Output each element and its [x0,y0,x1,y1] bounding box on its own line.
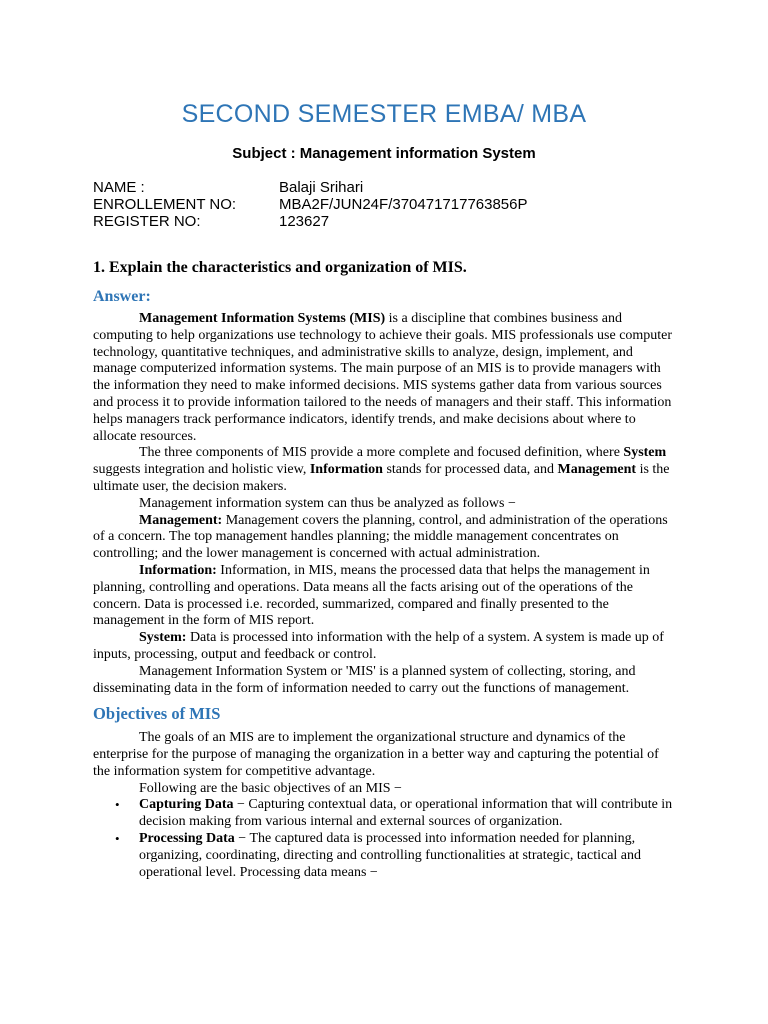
bold-term: System [623,445,667,461]
paragraph-information: Information: Information, in MIS, means the processed data that helps the management in planning, controlling and operations. Data means all the facts arising out of the operations of the concern. Data is processed i.e. recorded, summarized, compared and finally presented to the management in the form of MIS report. [93,562,650,629]
page-title: SECOND SEMESTER EMBA/ MBA [181,100,587,128]
list-item: • Capturing Data − Capturing contextual data, or operational information that will contribute in decision making from various internal and external sources of organization. [115,797,673,830]
objectives-list [93,797,677,881]
enrollment-value: MBA2F/JUN24F/370471717763856P [279,196,528,213]
section-heading: Objectives of MIS [93,704,221,724]
student-info [93,179,528,230]
paragraph-objectives-intro: Following are the basic objectives of an MIS − [139,780,402,796]
bold-term: Management [557,462,637,478]
bold-term: Information [309,462,383,478]
name-value: Balaji Srihari [279,179,364,196]
register-label: REGISTER NO: [93,213,201,230]
paragraph-analysis: Management information system can thus be analyzed as follows − [139,495,516,511]
register-row [93,213,528,230]
paragraph-intro: Management Information Systems (MIS) is a discipline that combines business and computing to help organizations use technology to achieve their goals. MIS professionals use computer technology, quantitative techniques, and administrative skills to analyze, design, implement, and manage computerized information systems. The main purpose of an MIS is to provide managers with the information they need to make informed decisions. MIS systems gather data from various sources and process it to provide information tailored to the needs of managers and their staff. This information helps managers track performance indicators, identify trends, and make decisions about where to allocate resources. [93,311,673,444]
bold-term: Management: [139,512,223,528]
bold-term: Information: [139,562,217,578]
paragraph-components: The three components of MIS provide a more complete and focused definition, where System suggests integration and holistic view, Information stands for processed data, and Management is the ultimate user, the decision makers. [93,445,670,494]
paragraph-management: Management: Management covers the planning, control, and administration of the operations of a concern. The top management handles planning; the middle management concentrates on controlling; and the lower management is concerned with actual administration. [93,512,668,562]
paragraph-system: System: Data is processed into information with the help of a system. A system is made up of inputs, processing, output and feedback or control. [93,630,664,662]
answer-heading: Answer: [93,288,151,305]
list-item: • Processing Data − The captured data is processed into information needed for planning, organizing, coordinating, directing and controlling functionalities at strategic, tactical and operational level. Processing data means − [115,830,642,880]
bullet-icon: • [115,830,120,846]
answer-body [93,311,677,881]
enrollment-row [93,196,528,213]
bold-term: Capturing Data [139,797,234,813]
paragraph-definition: Management Information System or 'MIS' is a planned system of collecting, storing, and disseminating data in the form of information needed to carry out the functions of management. [93,663,636,696]
bullet-icon: • [115,797,120,813]
register-value: 123627 [279,213,330,230]
question-heading: 1. Explain the characteristics and organization of MIS. [93,259,467,276]
bold-term: Processing Data [139,830,235,846]
bold-term: System: [139,630,187,646]
bold-term: Management Information Systems (MIS) [139,311,386,326]
name-row [93,179,528,196]
subject-line: Subject : Management information System [232,145,536,162]
name-label: NAME : [93,179,145,196]
enrollment-label: ENROLLEMENT NO: [93,196,237,213]
paragraph-goals: The goals of an MIS are to implement the organizational structure and dynamics of the enterprise for the purpose of managing the organization in a better way and capturing the potential of the information system for competitive advantage. [93,730,659,779]
